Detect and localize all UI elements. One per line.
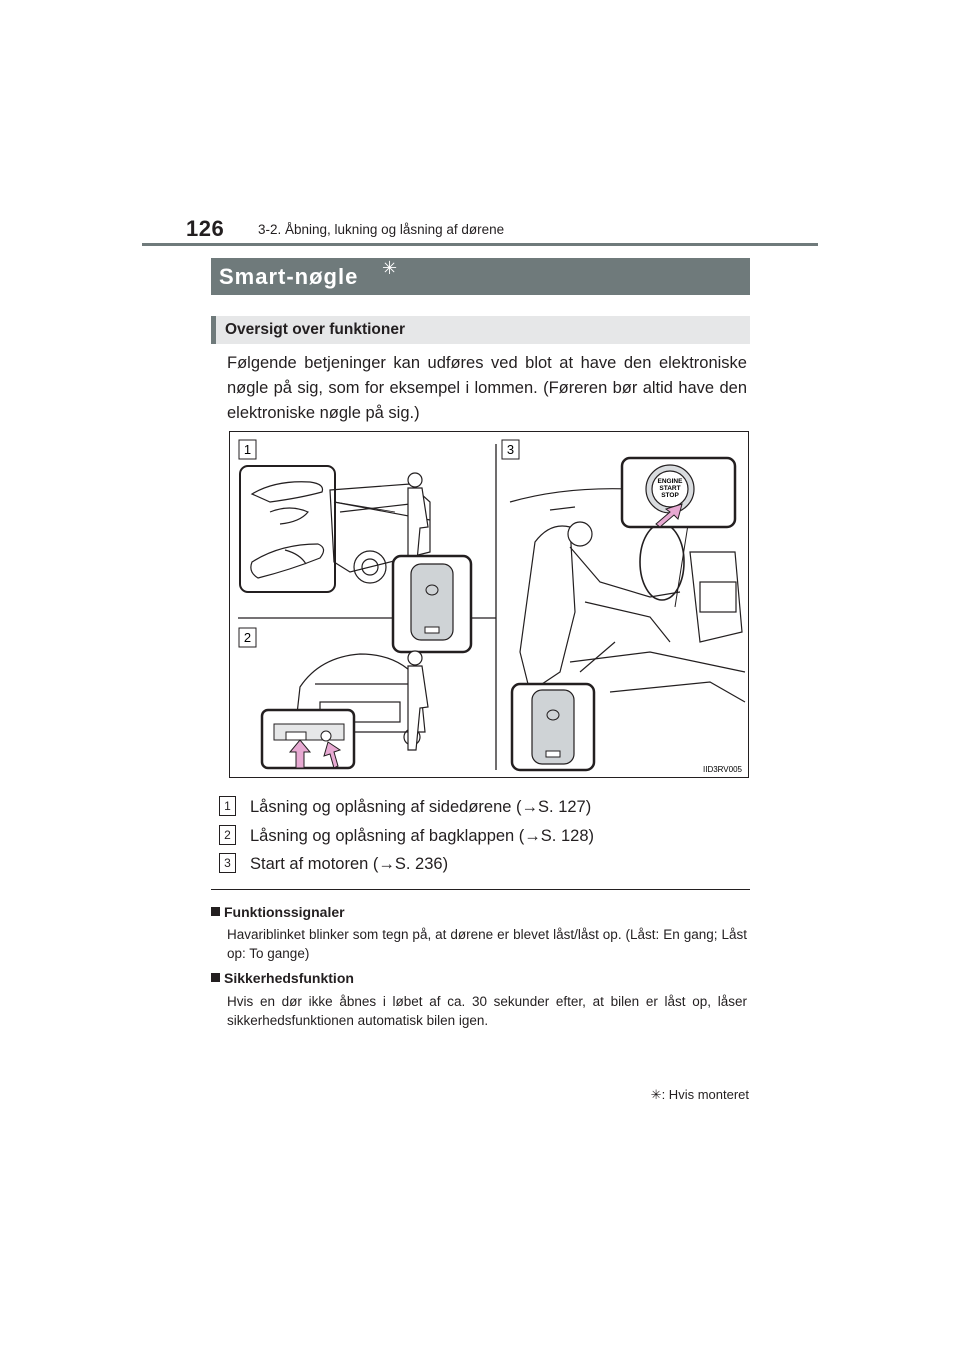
section-divider [211,889,750,890]
svg-text:1: 1 [243,442,252,457]
svg-text:START: START [659,485,681,492]
legend-item-3 [219,853,448,874]
legend-text: Låsning og oplåsning af bagklappen (→S. 128) [250,827,594,845]
svg-text:3: 3 [506,442,515,457]
header-rule [142,243,818,246]
legend-num: 3 [219,853,236,873]
person-panel-2 [408,651,428,750]
callout-1 [239,440,256,459]
legend-num: 1 [219,796,236,816]
note-heading-1: Funktionssignaler [211,904,345,920]
legend-text: Låsning og oplåsning af sidedørene (→S. 127) [250,798,592,816]
note-body-2: Hvis en dør ikke åbnes i løbet af ca. 30 sekunder efter, at bilen er låst op, låser sikkerhedsfunktionen automatisk bilen igen. [227,994,747,1028]
tailgate-inset [262,710,354,768]
title-bar [211,258,750,295]
svg-text:STOP: STOP [661,492,679,499]
illustration [229,431,749,778]
page-title: Smart-nøgle [219,264,359,289]
legend-item-1 [219,796,591,817]
legend-text: Start af motoren (→S. 236) [250,855,449,873]
intro-paragraph: Følgende betjeninger kan udføres ved blot at have den elektroniske nøgle på sig, som for eksempel i lommen. (Føreren bør altid have den elektroniske nøgle på sig.) [227,354,747,422]
breadcrumb: 3-2. Åbning, lukning og låsning af dørene [258,222,505,237]
section-bar [211,316,750,344]
key-fob-inset-left [393,556,471,652]
callout-3 [502,440,519,459]
callout-2 [239,628,256,647]
svg-text:2: 2 [243,630,252,645]
footnote: ✳: Hvis monteret [650,1087,749,1102]
section-accent [211,316,216,344]
door-handle-inset [240,466,335,592]
page-number: 126 [186,216,225,241]
note-heading-2: Sikkerhedsfunktion [211,970,354,986]
illustration-svg [230,432,748,777]
title-asterisk: ✳ [382,258,398,278]
section-heading: Oversigt over funktioner [225,321,406,338]
legend-num: 2 [219,825,236,845]
note-body-1: Havariblinket blinker som tegn på, at dørene er blevet låst/låst op. (Låst: En gang; Låst op: To gange) [227,927,747,961]
engine-start-inset [622,458,735,527]
key-fob-inset-right [512,684,594,770]
figure-code: IID3RV005 [703,765,742,774]
svg-text:ENGINE: ENGINE [657,478,683,485]
square-bullet-icon [211,907,220,916]
square-bullet-icon [211,973,220,982]
legend-item-2 [219,825,594,846]
